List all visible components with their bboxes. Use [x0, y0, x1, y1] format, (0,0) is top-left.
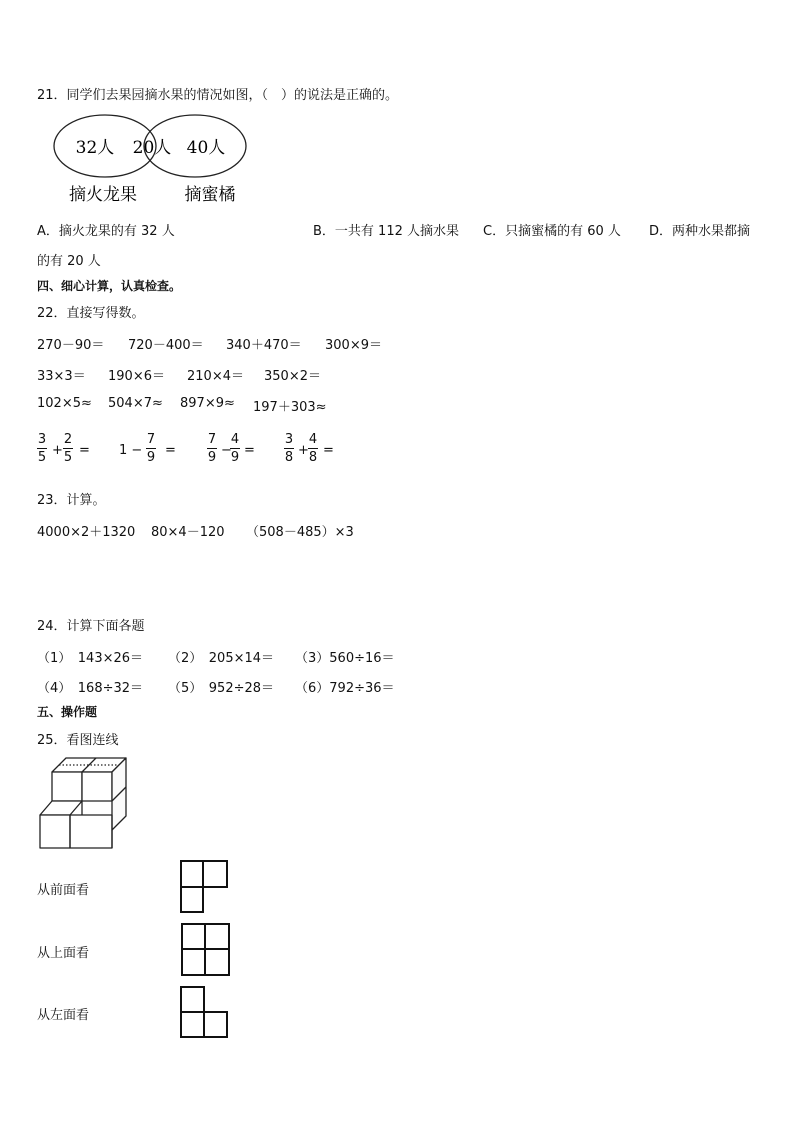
- numerator: 3: [37, 432, 47, 447]
- venn-left-count: 32人: [75, 138, 115, 158]
- fraction: [146, 432, 156, 465]
- operator: +: [298, 443, 309, 458]
- q24-item: （3）560÷16＝: [295, 651, 395, 666]
- q24-title: 24．计算下面各题: [37, 619, 145, 634]
- denominator: 9: [146, 450, 156, 465]
- q22-row2-item: 210×4＝: [187, 369, 244, 384]
- q22-row3-item: 897×9≈: [180, 396, 235, 411]
- q21-option-c: C．只摘蜜橘的有 60 人: [483, 224, 621, 239]
- numerator: 4: [230, 432, 240, 447]
- q22-row2-item: 33×3＝: [37, 369, 86, 384]
- fraction: [284, 432, 294, 465]
- operator: −: [221, 443, 232, 458]
- denominator: 9: [230, 450, 240, 465]
- numerator: 7: [146, 432, 156, 447]
- fraction: [230, 432, 240, 465]
- fraction: [63, 432, 73, 465]
- q23-item: 4000×2＋1320: [37, 525, 136, 540]
- fraction: [37, 432, 47, 465]
- denominator: 5: [37, 450, 47, 465]
- q24-item: （2） 205×14＝: [168, 651, 275, 666]
- q21-option-b: B．一共有 112 人摘水果: [313, 224, 459, 239]
- q23-item: （508－485）×3: [246, 525, 354, 540]
- lead-term: 1 −: [119, 443, 143, 458]
- venn-right-count: 40人: [186, 138, 226, 158]
- equals-sign: =: [79, 443, 90, 458]
- operator: +: [52, 443, 63, 458]
- q22-row3-item: 197＋303≈: [253, 400, 327, 415]
- venn-left-label: 摘火龙果: [69, 185, 137, 205]
- equals-sign: =: [323, 443, 334, 458]
- q22-row2-item: 190×6＝: [108, 369, 165, 384]
- q22-row2-item: 350×2＝: [264, 369, 321, 384]
- section-4-heading: 四、细心计算，认真检查。: [37, 279, 182, 293]
- q22-row1-item: 720－400＝: [128, 338, 204, 353]
- q24-item: （6）792÷36＝: [295, 681, 395, 696]
- q25-title: 25．看图连线: [37, 733, 119, 748]
- top-view-grid[interactable]: [180, 922, 232, 977]
- denominator: 9: [207, 450, 217, 465]
- q21-option-d-cont: 的有 20 人: [37, 254, 101, 269]
- q22-title: 22．直接写得数。: [37, 306, 145, 321]
- numerator: 3: [284, 432, 294, 447]
- section-5-heading: 五、操作题: [37, 705, 98, 719]
- q22-row3-item: 504×7≈: [108, 396, 163, 411]
- view-label-left: 从左面看: [37, 1008, 90, 1023]
- view-label-front: 从前面看: [37, 883, 90, 898]
- q22-row3-item: 102×5≈: [37, 396, 92, 411]
- denominator: 8: [308, 450, 318, 465]
- q23-item: 80×4－120: [151, 525, 225, 540]
- numerator: 7: [207, 432, 217, 447]
- equals-sign: =: [165, 443, 176, 458]
- q21-option-a: A．摘火龙果的有 32 人: [37, 224, 175, 239]
- denominator: 8: [284, 450, 294, 465]
- venn-middle-count: 20人: [132, 138, 172, 158]
- q24-item: （1） 143×26＝: [37, 651, 144, 666]
- q21-option-d: D．两种水果都摘: [649, 224, 751, 239]
- q23-title: 23．计算。: [37, 493, 106, 508]
- left-view-grid[interactable]: [180, 986, 230, 1039]
- cube-solid-figure: [38, 756, 132, 852]
- q21-question: 21．同学们去果园摘水果的情况如图，（ ）的说法是正确的。: [37, 88, 399, 103]
- denominator: 5: [63, 450, 73, 465]
- front-view-grid[interactable]: [180, 860, 230, 914]
- q24-item: （4） 168÷32＝: [37, 681, 144, 696]
- fraction: [207, 432, 217, 465]
- venn-diagram: [48, 108, 253, 208]
- q22-row1-item: 300×9＝: [325, 338, 382, 353]
- view-label-top: 从上面看: [37, 946, 90, 961]
- q22-row1-item: 340＋470＝: [226, 338, 302, 353]
- numerator: 2: [63, 432, 73, 447]
- venn-right-label: 摘蜜橘: [184, 185, 236, 205]
- q24-item: （5） 952÷28＝: [168, 681, 275, 696]
- q22-row1-item: 270－90＝: [37, 338, 105, 353]
- numerator: 4: [308, 432, 318, 447]
- equals-sign: =: [244, 443, 255, 458]
- fraction: [308, 432, 318, 465]
